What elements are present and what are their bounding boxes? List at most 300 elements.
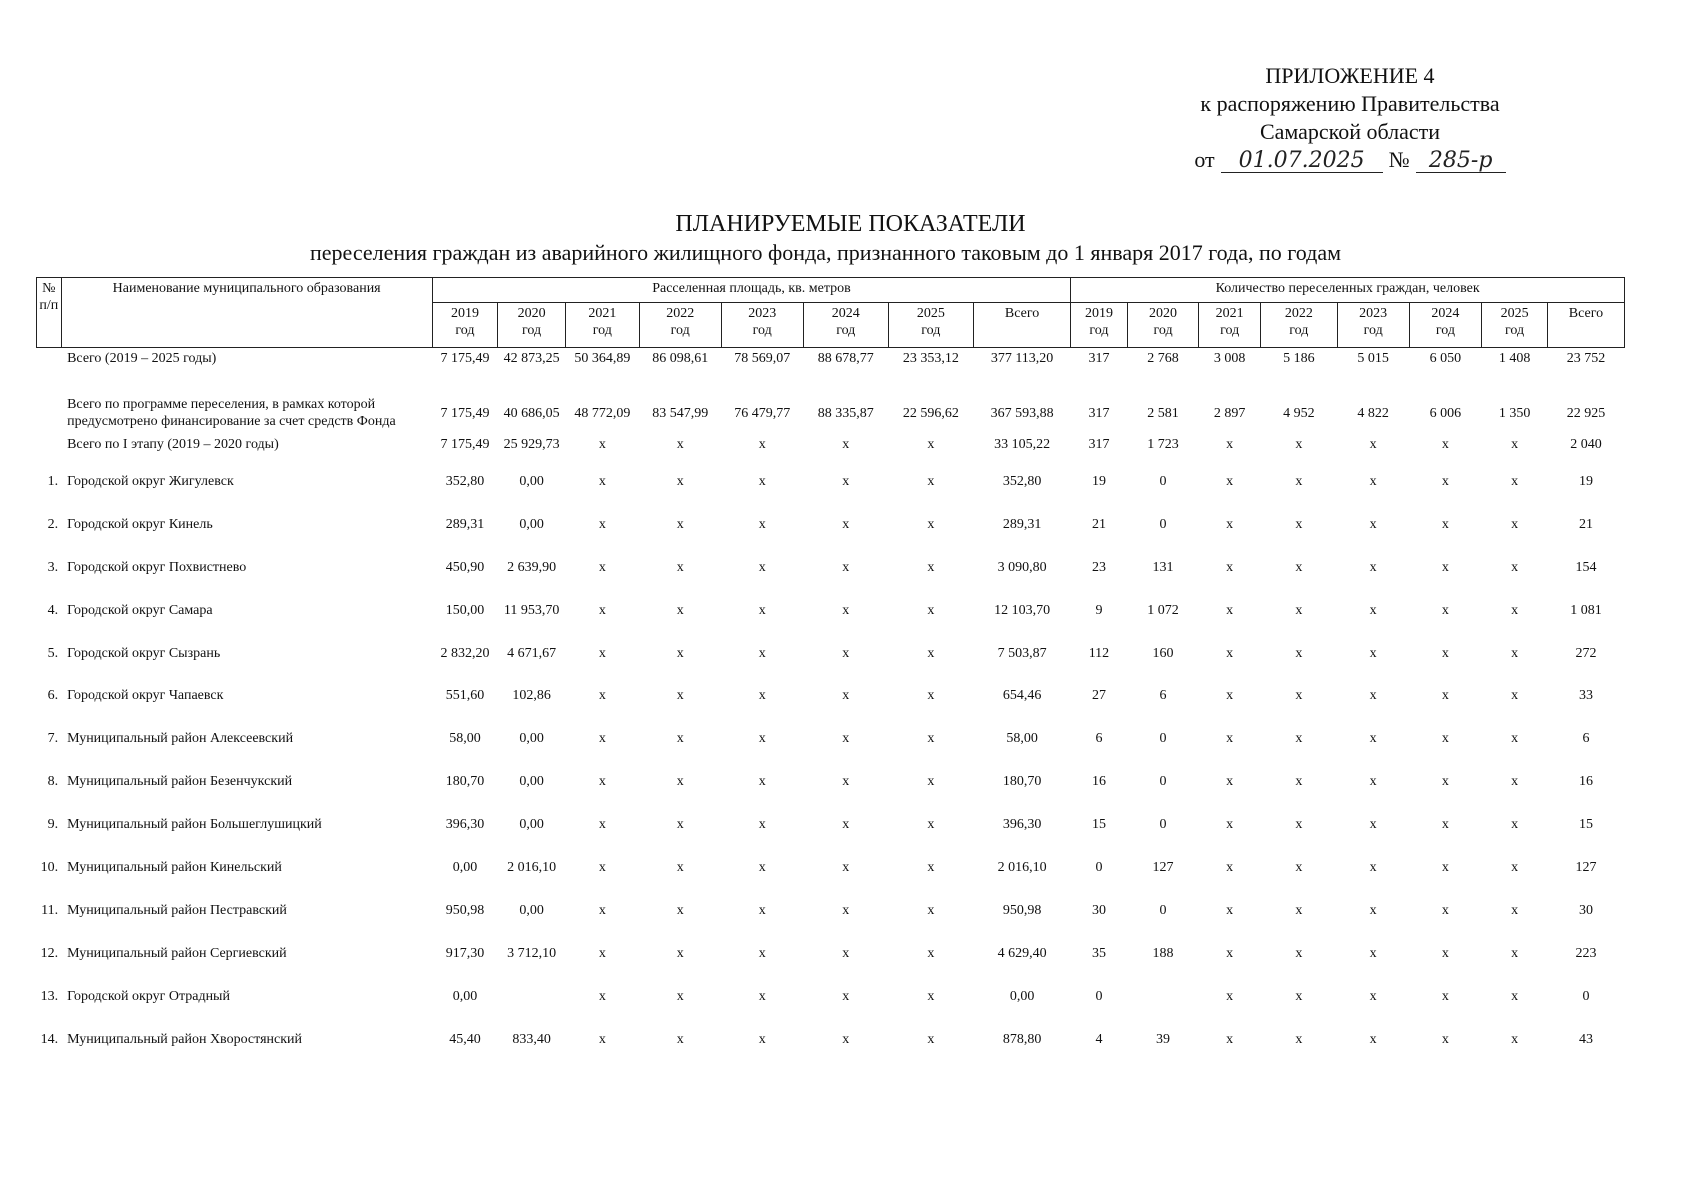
people-value-cell: x xyxy=(1441,902,1449,918)
area-value-cell: 833,40 xyxy=(512,1031,551,1047)
summary-row xyxy=(37,390,1625,436)
year-suffix: год xyxy=(1363,323,1383,338)
people-value-cell: 6 006 xyxy=(1429,405,1462,421)
area-value-cell: 2 016,10 xyxy=(997,859,1047,875)
area-value-cell: x xyxy=(676,645,684,661)
area-value-cell: x xyxy=(758,731,766,747)
area-value-cell: 4 629,40 xyxy=(997,945,1047,961)
year-label: 2023 xyxy=(748,306,777,321)
people-value-cell: 223 xyxy=(1575,945,1597,961)
row-number-cell: 13. xyxy=(40,988,59,1004)
people-value-cell: x xyxy=(1441,774,1449,790)
area-value-cell: x xyxy=(676,988,684,1004)
area-value-cell: x xyxy=(758,902,766,918)
area-value-cell: 7 175,49 xyxy=(440,437,490,452)
people-value-cell: 27 xyxy=(1091,688,1106,704)
area-value-cell: x xyxy=(842,516,850,532)
area-value-cell: x xyxy=(927,859,935,875)
area-value-cell: 23 353,12 xyxy=(902,351,959,366)
people-value-cell: 23 752 xyxy=(1566,351,1606,366)
area-value-cell: 0,00 xyxy=(519,473,544,489)
people-value-cell: 16 xyxy=(1578,774,1593,790)
people-value-cell: x xyxy=(1511,1031,1519,1047)
area-value-cell: x xyxy=(842,1031,850,1047)
area-value-cell: x xyxy=(676,859,684,875)
people-value-cell: x xyxy=(1369,688,1377,704)
area-value-cell: x xyxy=(676,945,684,961)
area-value-cell: x xyxy=(758,688,766,704)
people-value-cell: 0 xyxy=(1095,859,1103,875)
people-group-header: Количество переселенных граждан, человек xyxy=(1071,278,1625,303)
people-value-cell: x xyxy=(1511,902,1519,918)
area-value-cell: 0,00 xyxy=(452,988,478,1004)
people-value-cell: 3 008 xyxy=(1213,351,1246,366)
people-value-cell: 19 xyxy=(1578,473,1593,489)
year-suffix: год xyxy=(836,323,856,338)
area-value-cell: x xyxy=(676,731,684,747)
year-suffix: год xyxy=(592,323,612,338)
row-number-cell: 2. xyxy=(47,516,59,532)
area-value-cell: 377 113,20 xyxy=(990,351,1054,366)
people-value-cell: x xyxy=(1369,516,1377,532)
people-value-cell: x xyxy=(1369,559,1377,575)
people-value-cell: 6 xyxy=(1095,731,1103,747)
row-name-cell: Всего по программе переселения, в рамках которой предусмотрено финансирование за счет средств Фонда xyxy=(67,397,396,429)
area-value-cell: 7 175,49 xyxy=(440,351,490,366)
appendix-title: ПРИЛОЖЕНИЕ 4 xyxy=(1265,63,1435,88)
area-value-cell: 58,00 xyxy=(1006,731,1038,747)
row-number-cell: 8. xyxy=(47,774,59,790)
area-value-cell: 2 016,10 xyxy=(507,859,557,875)
year-label: 2025 xyxy=(1500,306,1529,321)
people-value-cell: x xyxy=(1511,516,1519,532)
area-value-cell: x xyxy=(842,817,850,833)
people-value-cell: 317 xyxy=(1088,351,1110,366)
people-value-cell: x xyxy=(1226,437,1234,452)
row-name-cell: Муниципальный район Сергиевский xyxy=(67,945,287,961)
people-value-cell: x xyxy=(1295,473,1303,489)
people-value-cell: x xyxy=(1226,731,1234,747)
area-value-cell: 4 671,67 xyxy=(507,645,557,661)
people-value-cell: 23 xyxy=(1091,559,1106,575)
people-value-cell: 272 xyxy=(1575,645,1597,661)
people-value-cell: x xyxy=(1295,774,1303,790)
row-number-cell: 4. xyxy=(47,602,59,618)
row-number-cell: 3. xyxy=(47,559,59,575)
people-value-cell: x xyxy=(1369,437,1377,452)
people-value-cell: x xyxy=(1226,859,1234,875)
table-row xyxy=(37,460,1625,503)
area-value-cell: x xyxy=(598,516,606,532)
people-value-cell: x xyxy=(1511,945,1519,961)
row-name-cell: Городской округ Кинель xyxy=(67,516,213,532)
people-value-cell: 30 xyxy=(1091,902,1106,918)
table-row xyxy=(37,674,1625,717)
people-year-header xyxy=(1127,303,1199,348)
row-number-cell xyxy=(37,436,62,460)
area-value-cell: x xyxy=(758,945,766,961)
table-row xyxy=(37,1018,1625,1061)
area-value-cell: 22 596,62 xyxy=(902,405,959,421)
people-value-cell: 39 xyxy=(1156,1031,1171,1047)
people-value-cell: 0 xyxy=(1159,473,1167,489)
table-row xyxy=(37,889,1625,932)
people-value-cell: x xyxy=(1511,859,1519,875)
area-value-cell: 50 364,89 xyxy=(574,351,631,366)
people-value-cell: x xyxy=(1295,817,1303,833)
year-suffix: год xyxy=(1435,323,1455,338)
people-value-cell: 6 xyxy=(1582,731,1590,747)
row-name-cell: Городской округ Чапаевск xyxy=(67,688,224,704)
area-value-cell: 58,00 xyxy=(449,731,481,747)
area-value-cell: 78 569,07 xyxy=(734,351,791,366)
row-name-cell: Муниципальный район Безенчукский xyxy=(67,774,293,790)
people-value-cell: 0 xyxy=(1159,731,1167,747)
area-value-cell: x xyxy=(842,988,850,1004)
people-value-cell: 1 350 xyxy=(1498,405,1531,421)
summary-row xyxy=(37,436,1625,460)
area-value-cell: 0,00 xyxy=(519,516,544,532)
people-value-cell: x xyxy=(1441,516,1449,532)
people-value-cell: x xyxy=(1226,988,1234,1004)
people-value-cell: 2 040 xyxy=(1570,437,1602,452)
people-value-cell: 22 925 xyxy=(1566,405,1606,421)
row-name-cell: Городской округ Отрадный xyxy=(67,988,230,1004)
area-value-cell: x xyxy=(927,731,935,747)
people-value-cell: x xyxy=(1441,1031,1449,1047)
area-value-cell: x xyxy=(758,1031,766,1047)
area-value-cell: 76 479,77 xyxy=(734,405,791,421)
area-value-cell: 878,80 xyxy=(1002,1031,1042,1047)
people-value-cell: 1 072 xyxy=(1147,602,1179,618)
area-value-cell: x xyxy=(758,859,766,875)
area-value-cell: 0,00 xyxy=(519,817,544,833)
people-value-cell: 2 897 xyxy=(1213,405,1246,421)
appendix-line-1: к распоряжению Правительства xyxy=(1200,91,1500,116)
people-value-cell: x xyxy=(1369,902,1377,918)
area-value-cell: 396,30 xyxy=(445,817,485,833)
area-value-cell: 3 712,10 xyxy=(507,945,557,961)
people-value-cell: 1 408 xyxy=(1498,351,1531,366)
row-name-cell: Всего по I этапу (2019 – 2020 годы) xyxy=(67,437,279,452)
row-name-cell: Всего (2019 – 2025 годы) xyxy=(67,351,217,366)
people-value-cell: 1 081 xyxy=(1570,602,1602,618)
people-value-cell: x xyxy=(1295,988,1303,1004)
people-value-cell: 4 952 xyxy=(1283,405,1315,421)
appendix-header xyxy=(1180,62,1520,174)
area-value-cell: 950,98 xyxy=(445,902,485,918)
appendix-date-line xyxy=(1180,146,1520,174)
people-value-cell: x xyxy=(1441,559,1449,575)
people-value-cell: 9 xyxy=(1095,602,1103,618)
people-value-cell xyxy=(1127,975,1199,1018)
people-value-cell: x xyxy=(1226,817,1234,833)
year-label: 2023 xyxy=(1359,306,1388,321)
area-value-cell: x xyxy=(927,817,935,833)
people-value-cell: x xyxy=(1511,473,1519,489)
people-value-cell: x xyxy=(1511,645,1519,661)
area-value-cell: x xyxy=(758,473,766,489)
people-value-cell: 43 xyxy=(1578,1031,1593,1047)
row-number-cell: 7. xyxy=(47,731,59,747)
people-value-cell: x xyxy=(1369,817,1377,833)
area-value-cell: 33 105,22 xyxy=(994,437,1051,452)
area-value-cell: 551,60 xyxy=(445,688,485,704)
people-value-cell: x xyxy=(1295,437,1303,452)
area-value-cell: 289,31 xyxy=(1002,516,1042,532)
area-value-cell: 102,86 xyxy=(512,688,551,704)
people-value-cell: x xyxy=(1441,945,1449,961)
people-value-cell: 0 xyxy=(1159,774,1167,790)
table-row xyxy=(37,932,1625,975)
area-value-cell: x xyxy=(927,774,935,790)
people-value-cell: 1 723 xyxy=(1147,437,1179,452)
row-number-cell xyxy=(37,348,62,391)
area-value-cell: x xyxy=(598,988,606,1004)
handwritten-number: 285-р xyxy=(1416,150,1506,173)
area-value-cell: x xyxy=(676,774,684,790)
area-value-cell: x xyxy=(842,902,850,918)
area-value-cell: x xyxy=(598,902,606,918)
people-value-cell: x xyxy=(1295,688,1303,704)
people-value-cell: 5 015 xyxy=(1357,351,1389,366)
area-value-cell: x xyxy=(758,988,766,1004)
row-number-cell: 10. xyxy=(40,859,59,875)
area-value-cell: x xyxy=(598,859,606,875)
column-no-header: № п/п xyxy=(37,278,62,348)
year-suffix: год xyxy=(1505,323,1525,338)
document-title: ПЛАНИРУЕМЫЕ ПОКАЗАТЕЛИ xyxy=(675,211,1026,237)
people-value-cell: x xyxy=(1295,516,1303,532)
area-value-cell: x xyxy=(927,516,935,532)
people-value-cell: 112 xyxy=(1088,645,1110,661)
from-label: от xyxy=(1194,147,1215,172)
people-value-cell: 160 xyxy=(1152,645,1174,661)
area-value-cell: 352,80 xyxy=(445,473,485,489)
area-value-cell: 2 832,20 xyxy=(440,645,490,661)
year-suffix: год xyxy=(670,323,690,338)
people-value-cell: 4 822 xyxy=(1357,405,1389,421)
people-value-cell: x xyxy=(1441,473,1449,489)
area-value-cell: 45,40 xyxy=(449,1031,481,1047)
year-suffix: год xyxy=(1153,323,1173,338)
people-value-cell: 21 xyxy=(1578,516,1593,532)
year-label: 2021 xyxy=(1215,306,1244,321)
people-value-cell: 21 xyxy=(1091,516,1106,532)
people-value-cell: 33 xyxy=(1578,688,1593,704)
people-value-cell: x xyxy=(1226,945,1234,961)
area-value-cell: 950,98 xyxy=(1002,902,1042,918)
people-value-cell: x xyxy=(1295,1031,1303,1047)
row-name-cell: Городской округ Жигулевск xyxy=(67,473,234,489)
area-value-cell: 12 103,70 xyxy=(994,602,1051,618)
row-name-cell: Городской округ Похвистнево xyxy=(67,559,247,575)
area-value-cell: 367 593,88 xyxy=(990,405,1054,421)
people-value-cell: x xyxy=(1369,988,1377,1004)
area-year-header xyxy=(803,303,888,348)
people-value-cell: x xyxy=(1295,859,1303,875)
row-name-cell: Муниципальный район Большеглушицкий xyxy=(67,817,322,833)
area-value-cell: x xyxy=(927,437,935,452)
people-total-header: Всего xyxy=(1547,303,1624,348)
area-value-cell: x xyxy=(598,774,606,790)
people-value-cell: x xyxy=(1441,602,1449,618)
people-value-cell: x xyxy=(1226,774,1234,790)
area-year-header xyxy=(432,303,498,348)
area-year-header xyxy=(639,303,721,348)
year-label: 2020 xyxy=(517,306,546,321)
people-value-cell: 0 xyxy=(1582,988,1590,1004)
handwritten-date: 01.07.2025 xyxy=(1221,150,1383,173)
people-value-cell: x xyxy=(1441,817,1449,833)
area-value-cell: x xyxy=(598,731,606,747)
people-value-cell: x xyxy=(1369,473,1377,489)
people-year-header xyxy=(1337,303,1409,348)
number-label: № xyxy=(1388,147,1410,172)
year-suffix: год xyxy=(455,323,475,338)
row-name-cell: Муниципальный район Кинельский xyxy=(67,859,282,875)
people-value-cell: x xyxy=(1226,559,1234,575)
area-value-cell: x xyxy=(598,645,606,661)
area-value-cell: x xyxy=(927,988,935,1004)
people-value-cell: x xyxy=(1511,988,1519,1004)
people-value-cell: 2 768 xyxy=(1147,351,1179,366)
people-value-cell: x xyxy=(1369,1031,1377,1047)
table-row xyxy=(37,803,1625,846)
people-value-cell: 2 581 xyxy=(1147,405,1179,421)
people-value-cell: x xyxy=(1441,645,1449,661)
row-number-cell: 11. xyxy=(41,902,59,918)
people-value-cell: x xyxy=(1369,645,1377,661)
area-value-cell: x xyxy=(927,1031,935,1047)
people-value-cell: x xyxy=(1511,817,1519,833)
area-value-cell: x xyxy=(842,688,850,704)
area-value-cell: 0,00 xyxy=(519,731,544,747)
area-value-cell: 654,46 xyxy=(1002,688,1042,704)
area-total-header: Всего xyxy=(973,303,1070,348)
area-value-cell: x xyxy=(676,688,684,704)
row-name-cell: Муниципальный район Пестравский xyxy=(67,902,287,918)
people-value-cell: 6 xyxy=(1159,688,1167,704)
area-value-cell: x xyxy=(758,774,766,790)
area-value-cell: x xyxy=(758,437,766,452)
people-value-cell: 4 xyxy=(1095,1031,1103,1047)
year-label: 2025 xyxy=(916,306,945,321)
area-value-cell: x xyxy=(927,602,935,618)
area-value-cell: 352,80 xyxy=(1002,473,1042,489)
row-name-cell: Городской округ Сызрань xyxy=(67,645,221,661)
area-value-cell: 0,00 xyxy=(452,859,478,875)
area-value-cell: x xyxy=(758,817,766,833)
area-value-cell: x xyxy=(758,602,766,618)
area-value-cell: 289,31 xyxy=(445,516,485,532)
people-value-cell: x xyxy=(1441,988,1449,1004)
year-label: 2022 xyxy=(1284,306,1313,321)
people-value-cell: 317 xyxy=(1088,437,1110,452)
year-suffix: год xyxy=(522,323,542,338)
area-value-cell: x xyxy=(842,559,850,575)
area-value-cell: 86 098,61 xyxy=(652,351,709,366)
people-value-cell: 30 xyxy=(1578,902,1593,918)
people-value-cell: x xyxy=(1369,774,1377,790)
area-value-cell: x xyxy=(927,688,935,704)
people-value-cell: x xyxy=(1295,559,1303,575)
area-value-cell: 7 175,49 xyxy=(440,405,490,421)
area-value-cell: x xyxy=(927,559,935,575)
area-year-header xyxy=(721,303,803,348)
people-value-cell: x xyxy=(1369,945,1377,961)
people-value-cell: x xyxy=(1295,902,1303,918)
area-value-cell: 180,70 xyxy=(1002,774,1042,790)
area-value-cell: x xyxy=(927,902,935,918)
table-body xyxy=(37,348,1625,1061)
area-value-cell: x xyxy=(842,645,850,661)
indicators-table xyxy=(36,277,1625,1060)
table-row xyxy=(37,632,1625,675)
year-label: 2019 xyxy=(450,306,479,321)
people-value-cell: 154 xyxy=(1575,559,1597,575)
area-value-cell: 2 639,90 xyxy=(507,559,557,575)
table-row xyxy=(37,546,1625,589)
area-value-cell: x xyxy=(676,1031,684,1047)
table-row xyxy=(37,846,1625,889)
people-value-cell: 127 xyxy=(1575,859,1597,875)
area-value-cell: x xyxy=(676,559,684,575)
row-number-cell: 12. xyxy=(40,945,59,961)
year-label: 2020 xyxy=(1149,306,1178,321)
area-value-cell: 88 335,87 xyxy=(817,405,874,421)
row-name-cell: Муниципальный район Алексеевский xyxy=(67,731,294,747)
appendix-line-2: Самарской области xyxy=(1259,119,1441,144)
area-value-cell: x xyxy=(842,859,850,875)
people-value-cell: x xyxy=(1226,602,1234,618)
year-label: 2022 xyxy=(666,306,695,321)
people-value-cell: x xyxy=(1511,559,1519,575)
people-value-cell: 0 xyxy=(1159,817,1167,833)
people-value-cell: 0 xyxy=(1159,902,1167,918)
year-label: 2024 xyxy=(1431,306,1460,321)
people-value-cell: x xyxy=(1295,945,1303,961)
year-suffix: год xyxy=(752,323,772,338)
people-value-cell: 127 xyxy=(1152,859,1174,875)
area-value-cell: 450,90 xyxy=(445,559,485,575)
row-number-cell: 1. xyxy=(47,473,59,489)
area-value-cell: 42 873,25 xyxy=(503,351,560,366)
people-value-cell: 19 xyxy=(1091,473,1106,489)
year-suffix: год xyxy=(1089,323,1109,338)
area-value-cell: x xyxy=(598,945,606,961)
area-value-cell: x xyxy=(676,437,684,452)
people-value-cell: 35 xyxy=(1091,945,1106,961)
area-value-cell: 48 772,09 xyxy=(574,405,631,421)
people-value-cell: 0 xyxy=(1159,516,1167,532)
area-value-cell: 0,00 xyxy=(519,774,544,790)
area-value-cell: 88 678,77 xyxy=(817,351,874,366)
row-number-cell xyxy=(37,390,62,436)
people-value-cell: x xyxy=(1369,859,1377,875)
area-value-cell: x xyxy=(927,473,935,489)
people-value-cell: 188 xyxy=(1152,945,1174,961)
people-value-cell: 15 xyxy=(1091,817,1106,833)
people-value-cell: x xyxy=(1226,688,1234,704)
area-value-cell: x xyxy=(598,688,606,704)
people-value-cell: x xyxy=(1226,516,1234,532)
area-value-cell: x xyxy=(598,437,606,452)
table-row xyxy=(37,760,1625,803)
summary-row xyxy=(37,348,1625,391)
people-value-cell: x xyxy=(1295,645,1303,661)
area-value-cell: 25 929,73 xyxy=(503,437,560,452)
